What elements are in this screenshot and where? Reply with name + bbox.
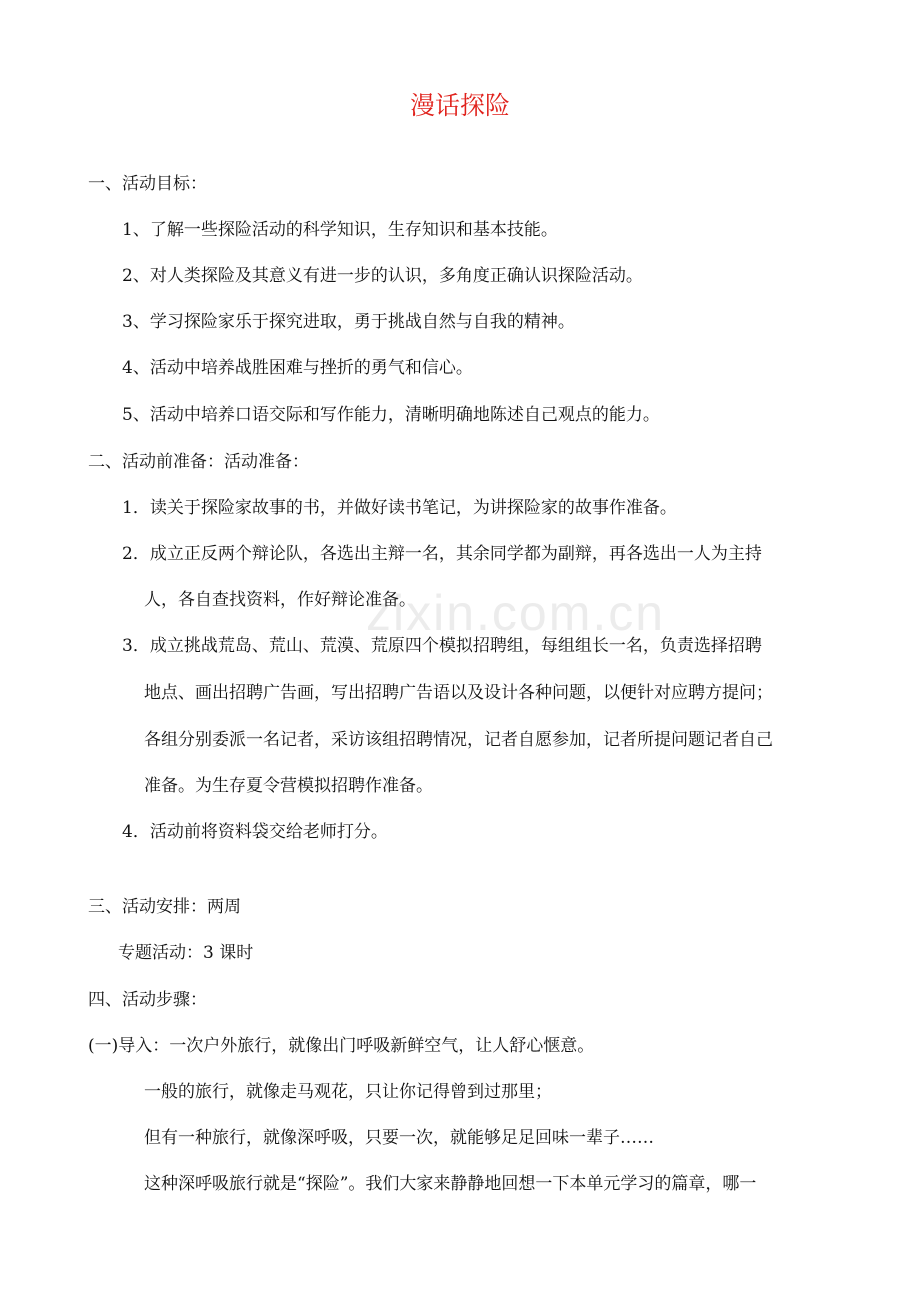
goal-item-5: 5、活动中培养口语交际和写作能力，清晰明确地陈述自己观点的能力。 bbox=[122, 405, 660, 425]
goal-item-2: 2、对人类探险及其意义有进一步的认识，多角度正确认识探险活动。 bbox=[122, 266, 643, 286]
section-heading-goals: 一、活动目标： bbox=[88, 174, 207, 194]
goal-item-1: 1、了解一些探险活动的科学知识，生存知识和基本技能。 bbox=[122, 220, 558, 240]
prep-item-3-line-1: 3．成立挑战荒岛、荒山、荒漠、荒原四个模拟招聘组，每组组长一名，负责选择招聘 bbox=[122, 636, 762, 656]
steps-intro: (一)导入：一次户外旅行，就像出门呼吸新鲜空气，让人舒心惬意。 bbox=[88, 1036, 595, 1056]
section-heading-schedule: 三、活动安排：两周 bbox=[88, 897, 241, 917]
prep-item-4: 4．活动前将资料袋交给老师打分。 bbox=[122, 822, 388, 842]
goal-item-3: 3、学习探险家乐于探究进取，勇于挑战自然与自我的精神。 bbox=[122, 312, 575, 332]
steps-paragraph-2: 但有一种旅行，就像深呼吸，只要一次，就能够足足回味一辈子…… bbox=[144, 1128, 654, 1148]
document-title: 漫话探险 bbox=[409, 91, 510, 120]
steps-paragraph-3: 这种深呼吸旅行就是“探险”。我们大家来静静地回想一下本单元学习的篇章，哪一 bbox=[144, 1174, 757, 1194]
steps-paragraph-1: 一般的旅行，就像走马观花，只让你记得曾到过那里； bbox=[144, 1082, 552, 1102]
prep-item-3-line-3: 各组分别委派一名记者，采访该组招聘情况，记者自愿参加，记者所提问题记者自己 bbox=[144, 730, 773, 750]
watermark: zixin.com.cn bbox=[366, 585, 666, 641]
prep-item-3-line-4: 准备。为生存夏令营模拟招聘作准备。 bbox=[144, 776, 433, 796]
section-heading-steps: 四、活动步骤： bbox=[88, 990, 207, 1010]
section-heading-preparation: 二、活动前准备：活动准备： bbox=[88, 452, 309, 472]
prep-item-2-line-1: 2．成立正反两个辩论队，各选出主辩一名，其余同学都为副辩，再各选出一人为主持 bbox=[122, 544, 762, 564]
schedule-detail: 专题活动：3 课时 bbox=[118, 943, 254, 963]
prep-item-3-line-2: 地点、画出招聘广告画，写出招聘广告语以及设计各种问题，以便针对应聘方提问； bbox=[144, 683, 773, 703]
goal-item-4: 4、活动中培养战胜困难与挫折的勇气和信心。 bbox=[122, 358, 473, 378]
prep-item-2-line-2: 人，各自查找资料，作好辩论准备。 bbox=[144, 590, 416, 610]
prep-item-1: 1．读关于探险家故事的书，并做好读书笔记，为讲探险家的故事作准备。 bbox=[122, 498, 677, 518]
